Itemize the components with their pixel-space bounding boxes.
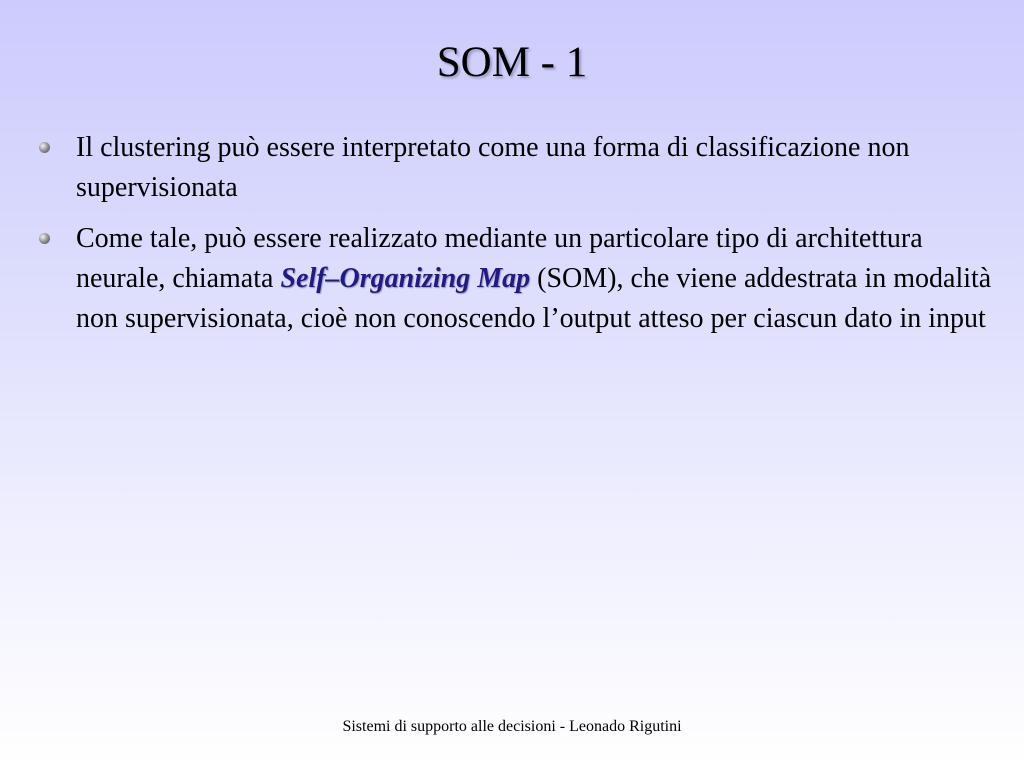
bullet-list	[39, 128, 999, 350]
sphere-bullet-icon	[39, 233, 50, 244]
bullet-text: Il clustering può essere interpretato come una forma di classificazione non supervisionata	[76, 132, 910, 203]
slide-title: SOM - 1	[436, 39, 588, 86]
bullet-item-som	[39, 219, 999, 339]
bullet-text-before: Come tale, può essere realizzato mediante un particolare tipo di architettura neurale, chiamata	[76, 223, 923, 294]
bullet-item-clustering	[39, 128, 999, 208]
som-emphasis: Self–Organizing Map	[280, 263, 531, 294]
bullet-text-after: (SOM), che viene addestrata in modalità non supervisionata, cioè non conoscendo l’output atteso per ciascun dato in input	[76, 263, 992, 334]
slide-footer: Sistemi di supporto alle decisioni - Leonado Rigutini	[342, 718, 682, 735]
sphere-bullet-icon	[39, 142, 50, 153]
